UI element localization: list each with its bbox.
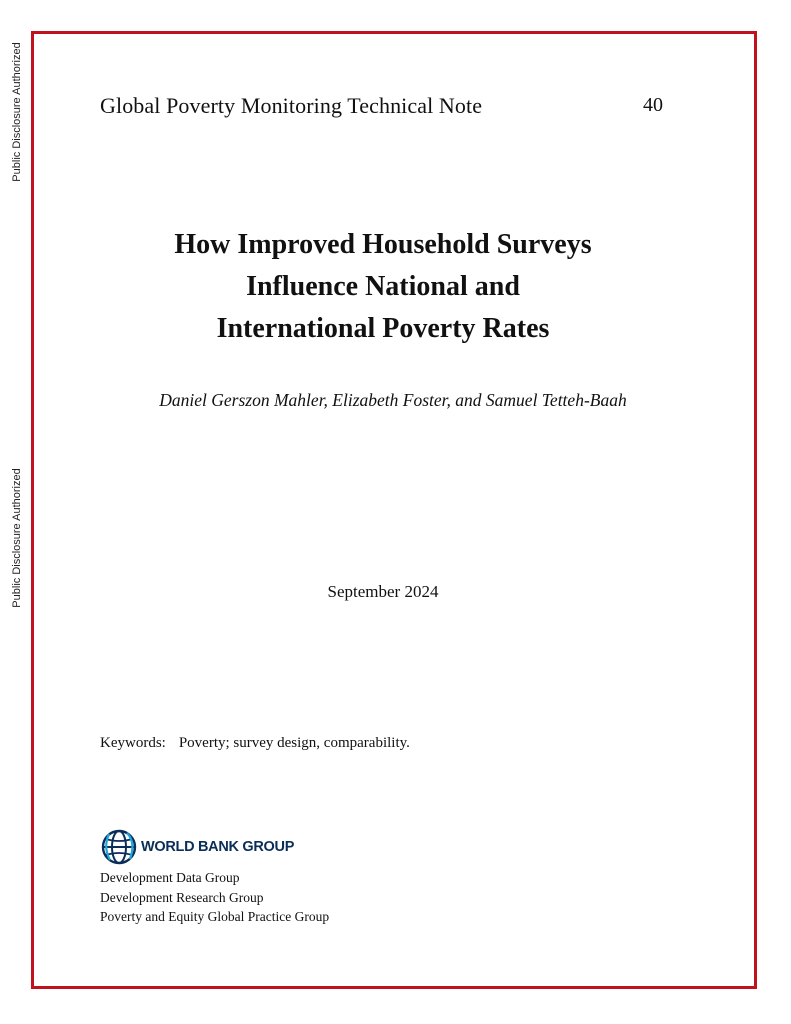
group-item: Poverty and Equity Global Practice Group (100, 909, 330, 924)
publication-date: September 2024 (327, 582, 439, 601)
document-title (100, 224, 666, 350)
keywords-label: Keywords: (100, 735, 166, 751)
disclosure-label-top: Public Disclosure Authorized (11, 42, 23, 182)
title-line: Influence National and (246, 271, 520, 302)
logo-text: WORLD BANK GROUP (141, 839, 295, 855)
title-line: International Poverty Rates (216, 313, 550, 344)
world-bank-group-logo (100, 828, 294, 866)
globe-icon (100, 828, 138, 866)
group-item: Development Research Group (100, 889, 264, 905)
title-line: How Improved Household Surveys (174, 229, 592, 260)
keywords-value: Poverty; survey design, comparability. (178, 735, 410, 751)
keywords (100, 735, 410, 752)
disclosure-label-middle: Public Disclosure Authorized (11, 468, 23, 608)
authors: Daniel Gerszon Mahler, Elizabeth Foster, and Samuel Tetteh-Baah (159, 390, 627, 410)
series-title: Global Poverty Monitoring Technical Note (100, 93, 483, 118)
note-number: 40 (643, 94, 663, 116)
group-list (100, 868, 329, 927)
group-item: Development Data Group (100, 870, 240, 885)
